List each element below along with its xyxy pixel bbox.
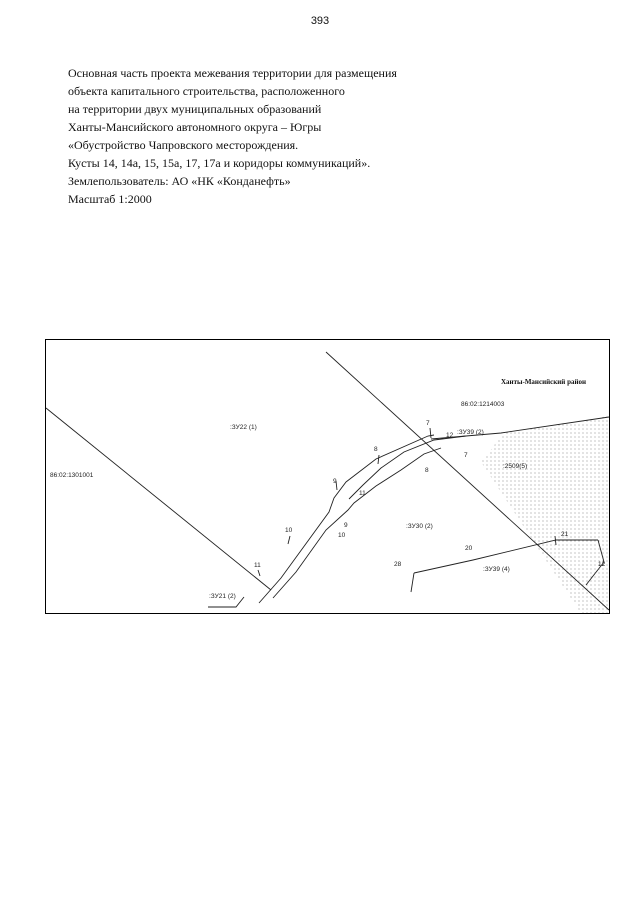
header-line-2: объекта капитального строительства, расположенного (68, 84, 345, 98)
project-header (68, 64, 448, 208)
point-label-8b: 8 (425, 467, 429, 474)
hatched-parcel-area (481, 416, 609, 613)
tick-8 (378, 455, 379, 464)
tick-7 (430, 428, 431, 438)
parcel-label-zu39-2: :ЗУ39 (2) (457, 429, 484, 436)
header-line-5: «Обустройство Чапровского месторождения. (68, 138, 299, 152)
corridor-lower-stub-28 (411, 573, 414, 592)
parcel-label-zu22: :ЗУ22 (1) (230, 424, 257, 431)
point-label-12b: 12 (598, 561, 606, 568)
point-label-12a: 12 (446, 432, 454, 439)
point-label-21: 21 (561, 531, 569, 538)
header-line-3: на территории двух муниципальных образований (68, 102, 322, 116)
quarter-label-west: 86:02:1301001 (50, 472, 94, 479)
point-label-8a: 8 (374, 446, 378, 453)
point-label-7b: 7 (464, 452, 468, 459)
tick-10-west (288, 536, 290, 544)
point-label-10a: 10 (285, 527, 293, 534)
point-label-10b: 10 (338, 532, 346, 539)
map-drawing (46, 340, 609, 613)
header-line-7: Землепользователь: АО «НК «Конданефть» (68, 174, 291, 188)
parcel-label-2509: :2509(5) (503, 463, 528, 470)
header-line-1: Основная часть проекта межевания территории для размещения (68, 66, 397, 80)
point-label-28: 28 (394, 561, 402, 568)
header-line-8: Масштаб 1:2000 (68, 192, 152, 206)
point-label-9a: 9 (333, 478, 337, 485)
header-line-4: Ханты-Мансийского автономного округа – Югры (68, 120, 322, 134)
region-label: Ханты-Мансийский район (501, 378, 587, 386)
parcel-label-zu21: :ЗУ21 (2) (209, 593, 236, 600)
point-label-20: 20 (465, 545, 473, 552)
parcel-label-zu39-4: :ЗУ39 (4) (483, 566, 510, 573)
boundary-line-west (46, 408, 271, 590)
quarter-label-east: 86:02:1214003 (461, 401, 505, 408)
header-line-6: Кусты 14, 14а, 15, 15а, 17, 17а и коридоры коммуникаций». (68, 156, 371, 170)
parcel-label-zu30-2: :ЗУ30 (2) (406, 523, 433, 530)
point-label-7a: 7 (426, 420, 430, 427)
corridor-line-outer (259, 435, 434, 603)
page-number: 393 (310, 15, 330, 27)
tick-11-west (258, 570, 260, 576)
cadastral-map (45, 339, 610, 614)
point-label-11a: 11 (359, 490, 366, 497)
point-label-9b: 9 (344, 522, 348, 529)
point-label-11b: 11 (254, 562, 261, 569)
